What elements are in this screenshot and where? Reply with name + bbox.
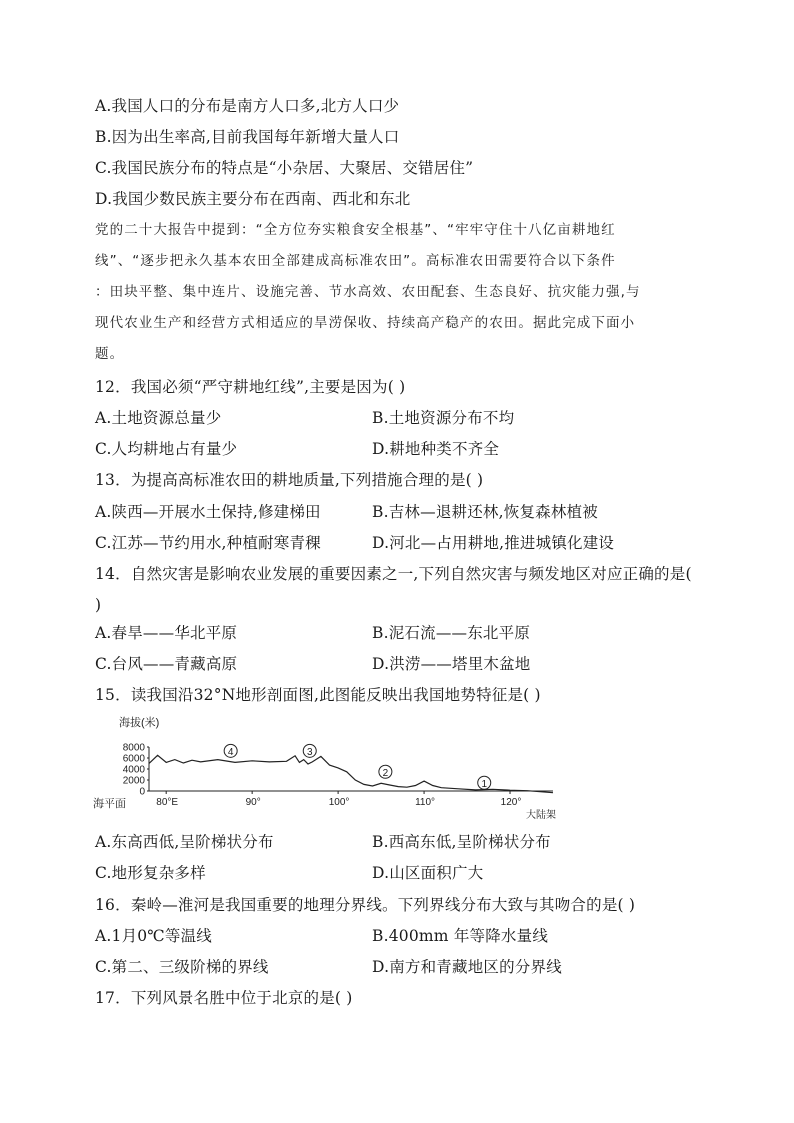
q16-option-d: D.南方和青藏地区的分界线: [372, 958, 562, 976]
y-axis-label: 海拔(米): [119, 717, 160, 729]
passage-line-2: 线”、“逐步把永久基本农田全部建成高标准农田”。高标准农田需要符合以下条件: [95, 253, 616, 269]
x-tick-label: 80°E: [156, 797, 179, 808]
y-tick-label: 2000: [122, 775, 145, 787]
y-tick-label: 4000: [122, 764, 145, 776]
x-tick-label: 90°: [245, 797, 261, 808]
q14-stem-line-1: 14．自然灾害是影响农业发展的重要因素之一,下列自然灾害与频发地区对应正确的是(: [95, 565, 692, 583]
continental-shelf-label: 大陆架: [526, 810, 556, 821]
passage-line-4: 现代农业生产和经营方式相适应的旱涝保收、持续高产稳产的农田。据此完成下面小: [95, 315, 636, 331]
passage-line-3: ：田块平整、集中连片、设施完善、节水高效、农田配套、生态良好、抗灾能力强,与: [95, 284, 641, 300]
terrain-profile-line: [149, 755, 553, 792]
q15-stem: 15．读我国沿32°N地形剖面图,此图能反映出我国地势特征是( ): [95, 686, 541, 704]
q13-option-b: B.吉林—退耕还林,恢复森林植被: [372, 503, 598, 521]
q15-option-b: B.西高东低,呈阶梯状分布: [372, 833, 551, 851]
q14-option-c: C.台风——青藏高原: [95, 655, 238, 673]
q16-option-b: B.400mm 年等降水量线: [372, 927, 549, 945]
step-markers: [224, 744, 491, 789]
step-marker-label: 3: [306, 746, 313, 758]
q13-option-c: C.江苏—节约用水,种植耐寒青稞: [95, 534, 321, 552]
q14-option-d: D.洪涝——塔里木盆地: [372, 655, 531, 673]
step-marker-label: 2: [382, 767, 389, 779]
q14-option-a: A.春旱——华北平原: [95, 624, 238, 642]
q17-stem: 17．下列风景名胜中位于北京的是( ): [95, 989, 353, 1007]
q13-stem: 13．为提高高标准农田的耕地质量,下列措施合理的是( ): [95, 471, 484, 489]
terrain-profile-figure: [93, 712, 563, 822]
x-tick-label: 110°: [415, 797, 436, 808]
x-tick-label: 120°: [500, 797, 522, 808]
q14-stem-line-2: ): [95, 596, 102, 614]
passage-line-1: 党的二十大报告中提到：“全方位夯实粮食安全根基”、“牢牢守住十八亿亩耕地红: [95, 222, 616, 238]
y-tick-labels: [123, 743, 149, 798]
step-marker-label: 4: [227, 746, 234, 758]
passage-line-5: 题。: [95, 346, 125, 362]
q16-option-a: A.1月0℃等温线: [95, 927, 212, 945]
q11-option-d: D.我国少数民族主要分布在西南、西北和东北: [95, 190, 411, 208]
q12-option-c: C.人均耕地占有量少: [95, 440, 238, 458]
q15-option-c: C.地形复杂多样: [95, 864, 206, 882]
terrain-profile-chart: [93, 712, 563, 822]
x-tick-labels: [156, 791, 521, 808]
reading-passage: [95, 215, 705, 370]
q15-option-a: A.东高西低,呈阶梯状分布: [95, 833, 274, 851]
y-tick-label: 8000: [122, 742, 145, 754]
q11-option-b: B.因为出生率高,目前我国每年新增大量人口: [95, 128, 400, 146]
q14-option-b: B.泥石流——东北平原: [372, 624, 531, 642]
q15-option-d: D.山区面积广大: [372, 864, 484, 882]
q13-option-a: A.陕西—开展水土保持,修建梯田: [95, 503, 321, 521]
q11-option-c: C.我国民族分布的特点是“小杂居、大聚居、交错居住”: [95, 159, 474, 177]
q12-option-d: D.耕地种类不齐全: [372, 440, 500, 458]
q16-stem: 16．秦岭—淮河是我国重要的地理分界线。下列界线分布大致与其吻合的是( ): [95, 896, 636, 914]
y-tick-label: 6000: [122, 753, 145, 765]
step-marker-label: 1: [481, 778, 488, 790]
q12-stem: 12．我国必须“严守耕地红线”,主要是因为( ): [95, 378, 406, 396]
q16-option-c: C.第二、三级阶梯的界线: [95, 958, 269, 976]
x-tick-label: 100°: [328, 797, 350, 808]
sea-level-label: 海平面: [93, 798, 126, 810]
y-tick-label: 0: [139, 786, 145, 798]
q11-option-a: A.我国人口的分布是南方人口多,北方人口少: [95, 97, 400, 115]
q12-option-a: A.土地资源总量少: [95, 409, 222, 427]
q12-option-b: B.土地资源分布不均: [372, 409, 515, 427]
q13-option-d: D.河北—占用耕地,推进城镇化建设: [372, 534, 615, 552]
